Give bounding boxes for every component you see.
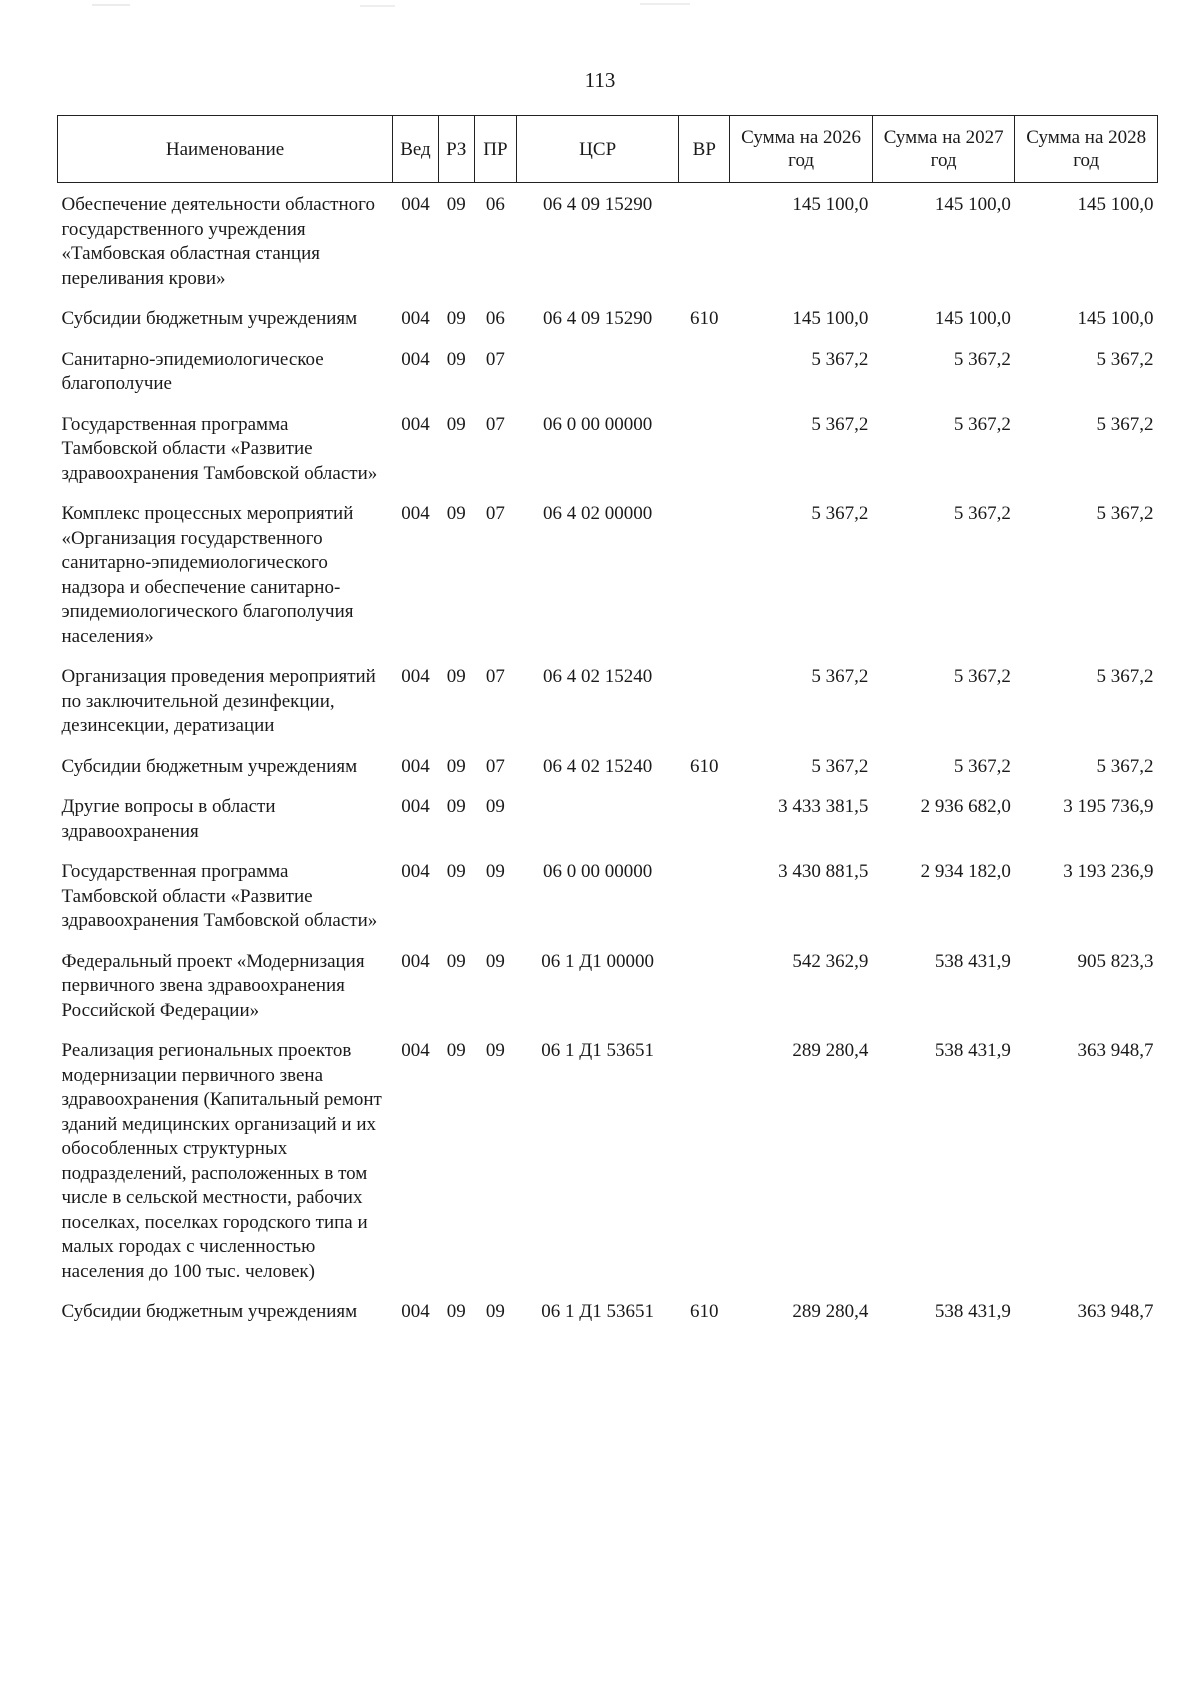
header-row [58, 116, 1158, 183]
cell-sum-2028: 5 367,2 [1096, 348, 1154, 370]
header-vr: ВР [679, 116, 730, 183]
cell-pr: 07 [485, 348, 505, 370]
cell-sum-2028: 145 100,0 [1077, 194, 1154, 215]
cell-pr: 09 [485, 1301, 505, 1322]
cell-sum-2028: 3 195 736,9 [1063, 796, 1154, 817]
table-row [58, 850, 1158, 940]
cell-csr: 06 1 Д1 53651 [541, 1301, 655, 1322]
budget-table [57, 115, 1158, 1331]
cell-sum-2026: 289 280,4 [792, 1301, 869, 1322]
cell-sum-2026: 3 433 381,5 [778, 796, 869, 817]
cell-name: Государственная программа Тамбовской области «Развитие здравоохранения Тамбовской области» [61, 413, 378, 484]
cell-sum-2027: 2 936 682,0 [920, 796, 1011, 817]
cell-rz: 09 [446, 950, 466, 972]
table-header [58, 116, 1158, 183]
cell-csr [517, 785, 679, 850]
cell-sum-2027: 145 100,0 [934, 194, 1011, 215]
cell-pr: 07 [485, 503, 505, 524]
cell-ved: 004 [401, 950, 430, 972]
cell-sum-2027: 5 367,2 [953, 666, 1011, 687]
cell-csr: 06 4 02 00000 [543, 503, 653, 524]
cell-vr [679, 338, 730, 403]
cell-sum-2026: 145 100,0 [792, 194, 869, 215]
cell-name: Реализация региональных проектов модернизации первичного звена здравоохранения (Капитальный ремонт зданий медицинских организаций и их обособленных структурных подразделений, расположенных в том числе в сельской местности, рабочих поселках, поселках городского типа и малых городах с численностью населения до 100 тыс. человек) [61, 1040, 382, 1282]
cell-csr: 06 4 09 15290 [543, 308, 653, 329]
cell-pr: 09 [485, 1040, 505, 1061]
cell-sum-2028: 363 948,7 [1077, 1301, 1154, 1322]
cell-ved: 004 [401, 308, 430, 329]
cell-sum-2027: 145 100,0 [934, 308, 1011, 329]
cell-rz: 09 [446, 1301, 466, 1322]
cell-vr [679, 1029, 730, 1290]
cell-name: Государственная программа Тамбовской области «Развитие здравоохранения Тамбовской области» [61, 861, 378, 931]
cell-sum-2028: 5 367,2 [1096, 755, 1154, 777]
cell-sum-2027: 5 367,2 [953, 348, 1011, 370]
cell-sum-2026: 5 367,2 [811, 348, 869, 370]
cell-vr [679, 785, 730, 850]
cell-vr: 610 [690, 1301, 719, 1322]
table-row [58, 940, 1158, 1030]
cell-name: Федеральный проект «Модернизация первичного звена здравоохранения Российской Федерации» [61, 950, 365, 1021]
table-row [58, 745, 1158, 786]
cell-name: Субсидии бюджетным учреждениям [61, 308, 358, 329]
header-sum-2028: Сумма на 2028 год [1015, 116, 1158, 183]
cell-vr [679, 183, 730, 298]
cell-ved: 004 [401, 413, 430, 435]
cell-rz: 09 [446, 861, 466, 882]
header-csr: ЦСР [517, 116, 679, 183]
cell-rz: 09 [446, 755, 466, 777]
cell-sum-2028: 5 367,2 [1096, 503, 1154, 524]
cell-pr: 06 [485, 194, 505, 215]
table-row [58, 297, 1158, 338]
cell-pr: 09 [485, 861, 505, 882]
scan-artifacts [0, 0, 1200, 12]
cell-rz: 09 [446, 796, 466, 817]
cell-sum-2028: 905 823,3 [1077, 950, 1154, 972]
cell-rz: 09 [446, 348, 466, 370]
cell-rz: 09 [446, 503, 466, 524]
cell-pr: 07 [485, 755, 505, 777]
cell-name: Субсидии бюджетным учреждениям [61, 755, 358, 777]
cell-name: Организация проведения мероприятий по заключительной дезинфекции, дезинсекции, дератизации [61, 666, 376, 736]
cell-pr: 09 [485, 796, 505, 817]
cell-ved: 004 [401, 755, 430, 777]
cell-ved: 004 [401, 861, 430, 882]
cell-name: Субсидии бюджетным учреждениям [61, 1301, 358, 1322]
cell-sum-2026: 5 367,2 [811, 503, 869, 524]
cell-csr: 06 0 00 00000 [543, 861, 653, 882]
cell-sum-2027: 5 367,2 [953, 755, 1011, 777]
header-name: Наименование [58, 116, 393, 183]
cell-sum-2027: 2 934 182,0 [920, 861, 1011, 882]
table-row [58, 655, 1158, 745]
header-pr: ПР [474, 116, 516, 183]
cell-sum-2027: 5 367,2 [953, 503, 1011, 524]
cell-csr: 06 1 Д1 53651 [541, 1040, 655, 1061]
table-row [58, 1029, 1158, 1290]
cell-sum-2027: 538 431,9 [934, 1301, 1011, 1322]
cell-sum-2026: 289 280,4 [792, 1040, 869, 1061]
cell-name: Санитарно-эпидемиологическое благополучие [61, 348, 324, 394]
cell-sum-2028: 5 367,2 [1096, 666, 1154, 687]
table-row [58, 785, 1158, 850]
cell-ved: 004 [401, 348, 430, 370]
cell-csr: 06 4 02 15240 [543, 666, 653, 687]
cell-name: Комплекс процессных мероприятий «Организация государственного санитарно-эпидемиологического надзора и обеспечение санитарно-эпидемиологического благополучия населения» [61, 503, 354, 647]
table-body [58, 183, 1158, 1331]
cell-csr: 06 4 02 15240 [543, 755, 653, 777]
table-row [58, 338, 1158, 403]
cell-sum-2026: 542 362,9 [792, 950, 869, 972]
table-row [58, 403, 1158, 493]
cell-ved: 004 [401, 796, 430, 817]
cell-sum-2026: 5 367,2 [811, 755, 869, 777]
cell-name: Обеспечение деятельности областного государственного учреждения «Тамбовская областная станция переливания крови» [61, 194, 375, 289]
cell-ved: 004 [401, 503, 430, 524]
cell-ved: 004 [401, 666, 430, 687]
cell-csr: 06 1 Д1 00000 [541, 950, 655, 972]
header-rz: РЗ [438, 116, 474, 183]
cell-csr: 06 4 09 15290 [543, 194, 653, 215]
table-row [58, 1290, 1158, 1331]
cell-ved: 004 [401, 194, 430, 215]
cell-sum-2026: 3 430 881,5 [778, 861, 869, 882]
cell-pr: 07 [485, 666, 505, 687]
cell-pr: 09 [485, 950, 505, 972]
cell-ved: 004 [401, 1040, 430, 1061]
cell-sum-2027: 5 367,2 [953, 413, 1011, 435]
cell-vr [679, 655, 730, 745]
cell-vr [679, 940, 730, 1030]
cell-sum-2028: 363 948,7 [1077, 1040, 1154, 1061]
cell-csr: 06 0 00 00000 [543, 413, 653, 435]
cell-rz: 09 [446, 666, 466, 687]
table-row [58, 183, 1158, 298]
cell-sum-2028: 145 100,0 [1077, 308, 1154, 329]
scan-noise-graphic [0, 1, 1200, 13]
cell-ved: 004 [401, 1301, 430, 1322]
header-ved: Вед [393, 116, 439, 183]
cell-rz: 09 [446, 308, 466, 329]
cell-rz: 09 [446, 194, 466, 215]
cell-pr: 06 [485, 308, 505, 329]
cell-sum-2027: 538 431,9 [934, 950, 1011, 972]
cell-rz: 09 [446, 413, 466, 435]
cell-sum-2026: 145 100,0 [792, 308, 869, 329]
cell-sum-2028: 5 367,2 [1096, 413, 1154, 435]
cell-sum-2026: 5 367,2 [811, 666, 869, 687]
cell-sum-2026: 5 367,2 [811, 413, 869, 435]
table-row [58, 492, 1158, 655]
cell-csr [517, 338, 679, 403]
cell-sum-2027: 538 431,9 [934, 1040, 1011, 1061]
cell-vr [679, 403, 730, 493]
cell-vr: 610 [690, 755, 719, 777]
page-number: 113 [584, 68, 616, 92]
header-sum-2026: Сумма на 2026 год [730, 116, 873, 183]
cell-vr [679, 492, 730, 655]
cell-sum-2028: 3 193 236,9 [1063, 861, 1154, 882]
cell-vr [679, 850, 730, 940]
cell-vr: 610 [690, 308, 719, 329]
cell-name: Другие вопросы в области здравоохранения [61, 796, 276, 842]
cell-rz: 09 [446, 1040, 466, 1061]
header-sum-2027: Сумма на 2027 год [872, 116, 1015, 183]
cell-pr: 07 [485, 413, 505, 435]
